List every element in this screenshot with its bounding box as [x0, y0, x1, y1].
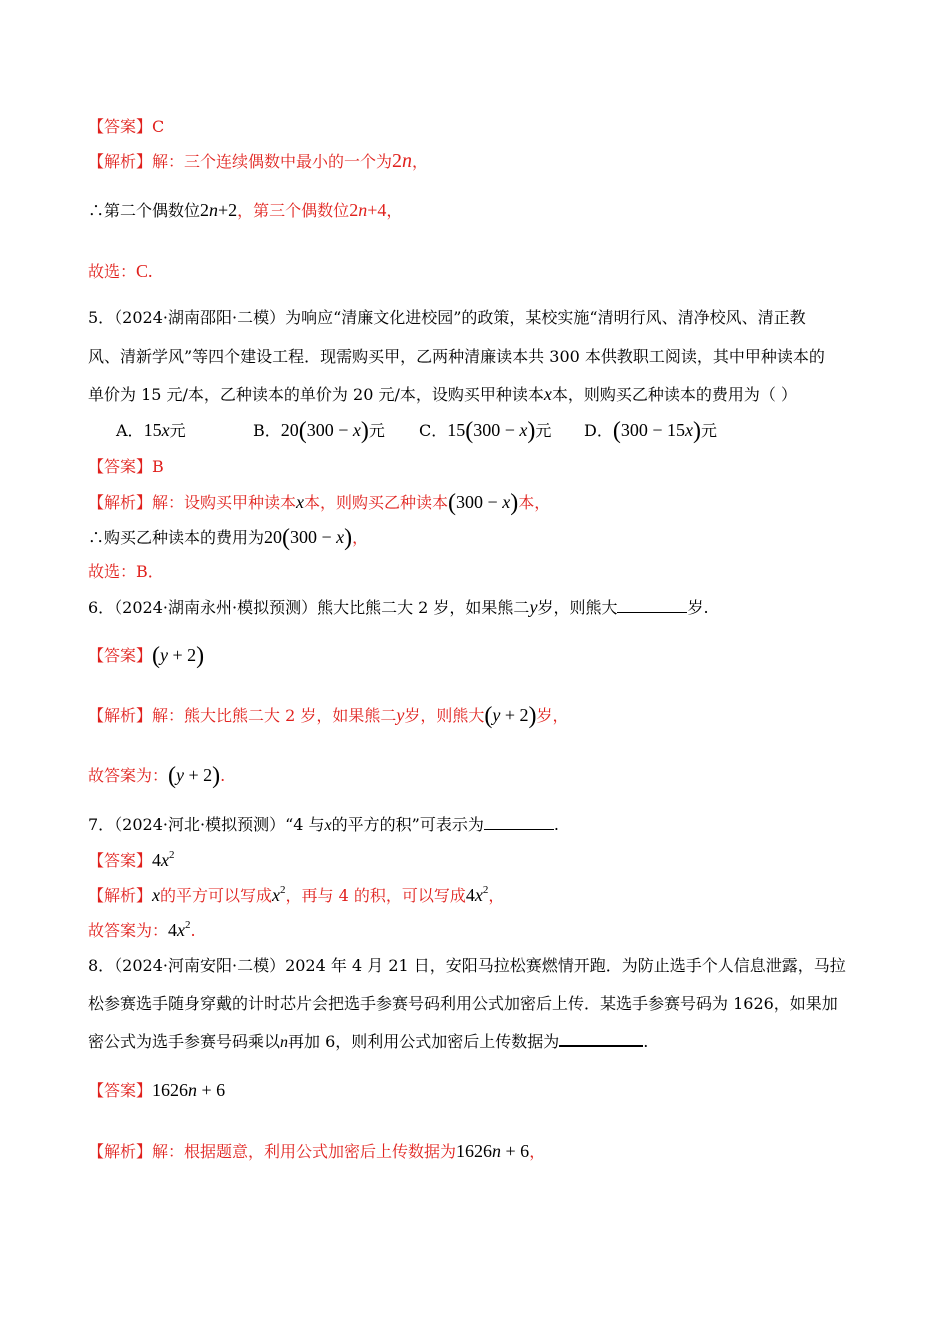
- q6-conclusion-text: 故答案为：: [88, 766, 169, 785]
- q8-stem-line2: 松参赛选手随身穿戴的计时芯片会把选手参赛号码利用公式加密后上传．某选手参赛号码为 1626，如果加: [88, 994, 838, 1013]
- q7-conclusion-sup: 2: [185, 919, 191, 931]
- q4-math-1: 2n+2: [200, 200, 238, 220]
- q6-conclusion-end: .: [220, 766, 226, 785]
- q7-conclusion-text: 故答案为：: [88, 921, 169, 940]
- q4-conclusion: [88, 261, 153, 282]
- q8-analysis-math: 1626n + 6: [456, 1141, 530, 1161]
- q5-answer-line: [88, 457, 164, 477]
- q4-conclusion-text: 故选：: [88, 262, 137, 281]
- q6-analysis-a: 解：熊大比熊二大 2 岁，如果熊二: [152, 706, 397, 725]
- q7-answer-line: [88, 850, 175, 871]
- q6-stem-c: 岁.: [687, 598, 709, 617]
- q5-analysis-c: 本，: [518, 493, 551, 512]
- q7-analysis-line: [88, 885, 504, 906]
- analysis-label: 【解析】: [88, 1142, 153, 1161]
- q5-analysis-line: [88, 490, 551, 516]
- q8-analysis-line: [88, 1141, 545, 1162]
- q5-analysis-a: 解：设购买甲种读本: [152, 493, 297, 512]
- q7-analysis-math2: $4x^2$: [465, 884, 489, 905]
- q8-stem-line1: 8．（2024·河南安阳·二模）2024 年 4 月 21 日，安阳马拉松赛燃情开跑．为防止选手个人信息泄露，马拉: [88, 956, 846, 975]
- q5-stem-line3: [88, 384, 797, 405]
- q7-var-x: x: [324, 817, 332, 834]
- q4-analysis-end: ，: [412, 152, 429, 171]
- q7-analysis-b: ，再与 4 的积，可以写成: [285, 886, 466, 905]
- q6-stem: [88, 597, 709, 618]
- q5-option-c[interactable]: [419, 418, 552, 444]
- q8-analysis-c: ，: [529, 1142, 546, 1161]
- answer-label: 【答案】: [88, 1081, 153, 1100]
- q8-analysis-a: 解：根据题意，利用公式加密后上传数据为: [152, 1142, 457, 1161]
- q6-conclusion-math: (y + 2): [168, 763, 221, 789]
- q8-stem-b: 再加 6，则利用公式加密后上传数据为: [288, 1032, 560, 1051]
- q5-therefore-line: [88, 525, 369, 551]
- analysis-label: 【解析】: [88, 886, 153, 905]
- q4-conclusion-value: C.: [136, 261, 153, 281]
- q5-stem-line1: 5．（2024·湖南邵阳·二模）为响应“清廉文化进校园”的政策，某校实施“清明行风、清净校风、清正教: [88, 308, 806, 327]
- q7-conclusion-end: .: [190, 921, 196, 940]
- option-math: 20(300 − x): [280, 418, 369, 444]
- q4-analysis-text: 解：三个连续偶数中最小的一个为: [152, 152, 393, 171]
- option-math: 15(300 − x): [447, 418, 536, 444]
- q8-answer-line: [88, 1080, 225, 1101]
- q7-stem: [88, 815, 559, 836]
- option-math: 15x: [143, 420, 170, 440]
- option-letter: C．: [419, 421, 448, 440]
- answer-label: 【答案】: [88, 851, 153, 870]
- q6-answer-math: (y + 2): [152, 643, 205, 669]
- q5-therefore-text: ∴购买乙种读本的费用为: [88, 528, 265, 547]
- q5-option-b[interactable]: [253, 418, 385, 444]
- q5-therefore-math: 20(300 − x): [264, 525, 353, 551]
- q5-analysis-b: 本，则购买乙种读本: [304, 493, 449, 512]
- q5-stem-line3-a: 单价为 15 元/本，乙种读本的单价为 20 元/本，设购买甲种读本: [88, 385, 544, 404]
- q6-var-y: y: [529, 597, 538, 617]
- q7-answer-math: $4x^2$: [152, 849, 175, 870]
- q7-analysis-sup1: 2: [280, 884, 286, 896]
- q4-answer: C: [152, 117, 165, 136]
- q6-stem-b: 岁，则熊大: [537, 598, 618, 617]
- q5-var-x: x: [543, 384, 552, 404]
- q7-conclusion-math: $4x^2$: [168, 919, 191, 940]
- q4-analysis-math: 2n: [392, 150, 413, 172]
- q4-answer-line: [88, 117, 164, 137]
- q8-stem-a: 密公式为选手参赛号码乘以: [88, 1032, 281, 1051]
- q5-answer: B: [152, 457, 164, 476]
- q8-stem-c: .: [643, 1032, 649, 1051]
- answer-blank[interactable]: [559, 1031, 643, 1047]
- q4-line2-b: ，第三个偶数位: [237, 201, 350, 220]
- q7-stem-a: 7．（2024·河北·模拟预测）“4 与: [88, 815, 325, 834]
- q7-conclusion: [88, 920, 196, 941]
- q5-analysis-math: (300 − x): [448, 490, 519, 516]
- q6-conclusion: [88, 763, 226, 789]
- q5-option-d[interactable]: [584, 418, 718, 444]
- answer-blank[interactable]: [617, 598, 687, 613]
- q5-analysis-x: x: [296, 492, 305, 512]
- q6-analysis-math: (y + 2): [484, 703, 537, 729]
- q6-answer-line: [88, 643, 205, 669]
- q4-line2: [88, 200, 402, 221]
- q7-stem-c: .: [553, 815, 559, 834]
- option-math: (300 − 15x): [612, 418, 701, 444]
- option-letter: A．: [116, 421, 144, 440]
- option-unit: 元: [368, 421, 385, 440]
- q6-analysis-line: [88, 703, 569, 729]
- answer-label: 【答案】: [88, 646, 153, 665]
- option-letter: B．: [253, 421, 281, 440]
- q8-answer-math: 1626n + 6: [152, 1080, 226, 1100]
- q5-option-a[interactable]: [116, 420, 186, 441]
- option-letter: D．: [584, 421, 613, 440]
- q4-analysis-line: [88, 151, 428, 172]
- q5-conclusion: 故选：B．: [88, 562, 164, 581]
- q7-stem-b: 的平方的积”可表示为: [331, 815, 484, 834]
- q5-stem-line3-b: 本，则购买乙种读本的费用为（ ）: [551, 385, 797, 404]
- q7-analysis-sup2: 2: [482, 884, 489, 896]
- analysis-label: 【解析】: [88, 706, 153, 725]
- q4-line2-a: ∴第二个偶数位: [88, 201, 201, 220]
- q5-therefore-end: ，: [352, 528, 369, 547]
- q4-line2-c: ，: [386, 201, 403, 220]
- answer-blank[interactable]: [484, 815, 554, 830]
- q6-analysis-c: 岁，: [536, 706, 569, 725]
- q5-stem-line2: 风、清新学风”等四个建设工程．现需购买甲，乙两种清廉读本共 300 本供教职工阅读，其中甲种读本的: [88, 347, 825, 366]
- analysis-label: 【解析】: [88, 152, 153, 171]
- option-unit: 元: [701, 421, 718, 440]
- q6-analysis-y: y: [396, 705, 405, 725]
- q7-analysis-a: 的平方可以写成: [160, 886, 273, 905]
- option-unit: 元: [169, 421, 186, 440]
- q7-analysis-math1: $x^2$: [272, 884, 286, 905]
- q8-stem-line3: [88, 1031, 648, 1053]
- q7-analysis-c: ，: [488, 886, 505, 905]
- analysis-label: 【解析】: [88, 493, 153, 512]
- q7-analysis-x: x: [152, 885, 161, 905]
- answer-label: 【答案】: [88, 457, 153, 476]
- q7-answer-sup: 2: [169, 849, 175, 861]
- q6-stem-a: 6．（2024·湖南永州·模拟预测）熊大比熊二大 2 岁，如果熊二: [88, 598, 530, 617]
- answer-label: 【答案】: [88, 117, 153, 136]
- q6-analysis-b: 岁，则熊大: [404, 706, 485, 725]
- q4-math-2: 2n+4: [349, 200, 387, 220]
- q8-var-n: n: [280, 1034, 289, 1051]
- option-unit: 元: [535, 421, 552, 440]
